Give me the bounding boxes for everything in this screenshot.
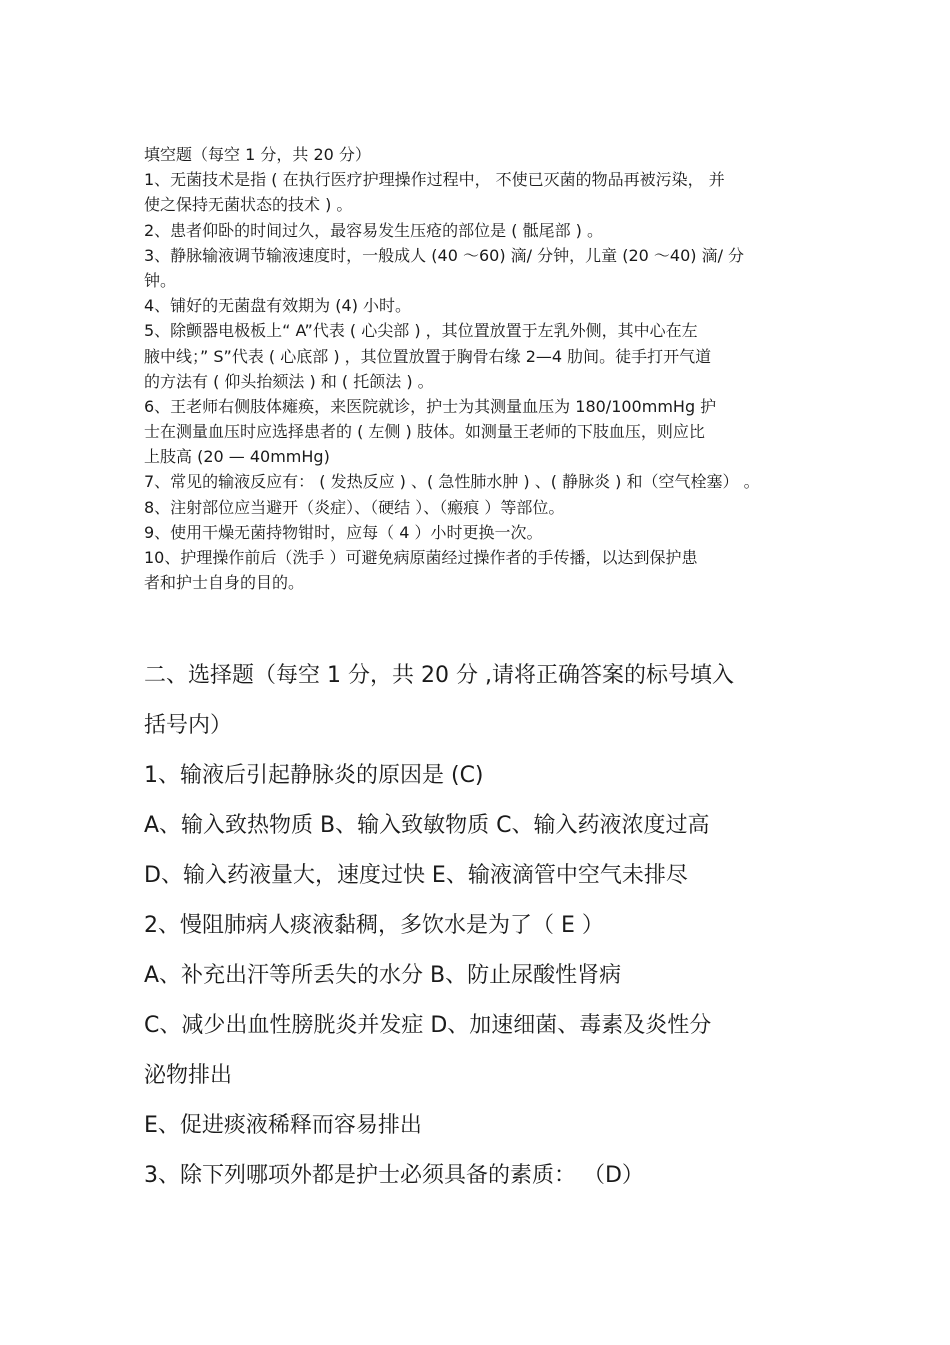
question-2-options: E、促进痰液稀释而容易排出 [144, 1113, 422, 1138]
fill-in-line: 者和护士自身的目的。 [144, 573, 305, 593]
fill-in-line: 1、无菌技术是指 ( 在执行医疗护理操作过程中， 不使已灭菌的物品再被污染， 并 [144, 170, 725, 190]
fill-in-line: 使之保持无菌状态的技术 ) 。 [144, 195, 353, 215]
fill-in-line: 3、静脉输液调节输液速度时，一般成人 (40 ～60) 滴/ 分钟，儿童 (20 ～40) 滴/ 分 [144, 245, 745, 265]
fill-in-line: 腋中线；” S”代表 ( 心底部 ) ，其位置放置于胸骨右缘 2—4 肋间。徒手打开气道 [144, 346, 712, 366]
fill-in-heading: 填空题（每空 1 分，共 20 分） [144, 145, 371, 164]
question-1-options: D、输入药液量大，速度过快 E、输液滴管中空气未排尽 [144, 863, 688, 888]
question-2: 2、慢阻肺病人痰液黏稠，多饮水是为了（ E ） [144, 913, 604, 938]
choice-heading: 二、选择题（每空 1 分，共 20 分 ,请将正确答案的标号填入 [144, 663, 734, 688]
question-1: 1、输液后引起静脉炎的原因是 (C) [144, 763, 484, 788]
fill-in-line: 10、护理操作前后（洗手 ）可避免病原菌经过操作者的手传播，以达到保护患 [144, 548, 698, 567]
question-3: 3、除下列哪项外都是护士必须具备的素质： （D） [144, 1163, 644, 1188]
fill-in-line: 上肢高 (20 — 40mmHg) [144, 447, 330, 467]
fill-in-line: 4、铺好的无菌盘有效期为 (4) 小时。 [144, 296, 412, 316]
fill-in-line: 士在测量血压时应选择患者的 ( 左侧 ) 肢体。如测量王老师的下肢血压，则应比 [144, 422, 705, 442]
question-2-options: C、减少出血性膀胱炎并发症 D、加速细菌、毒素及炎性分 [144, 1013, 712, 1038]
fill-in-line: 6、王老师右侧肢体瘫痪，来医院就诊，护士为其测量血压为 180/100mmHg 护 [144, 396, 717, 416]
fill-in-line: 2、患者仰卧的时间过久，最容易发生压疮的部位是 ( 骶尾部 ) 。 [144, 220, 604, 240]
fill-in-line: 7、常见的输液反应有： ( 发热反应 ) 、( 急性肺水肿 ) 、( 静脉炎 ) 和（空气栓塞） 。 [144, 472, 760, 492]
fill-in-line: 的方法有 ( 仰头抬颏法 ) 和 ( 托颌法 ) 。 [144, 371, 434, 391]
fill-in-line: 9、使用干燥无菌持物钳时，应每（ 4 ）小时更换一次。 [144, 522, 543, 542]
question-1-options: A、输入致热物质 B、输入致敏物质 C、输入药液浓度过高 [144, 813, 710, 838]
fill-in-section [144, 142, 814, 595]
fill-in-line: 8、注射部位应当避开（炎症）、（硬结 ）、（瘢痕 ）等部位。 [144, 497, 565, 517]
choice-section [144, 651, 834, 1201]
fill-in-line: 5、除颤器电极板上“ A”代表 ( 心尖部 ) ，其位置放置于左乳外侧，其中心在左 [144, 321, 698, 341]
fill-in-line: 钟。 [144, 270, 177, 290]
question-2-options: A、补充出汗等所丢失的水分 B、防止尿酸性肾病 [144, 963, 622, 988]
question-2-options: 泌物排出 [144, 1063, 233, 1088]
choice-heading-cont: 括号内） [144, 713, 233, 738]
